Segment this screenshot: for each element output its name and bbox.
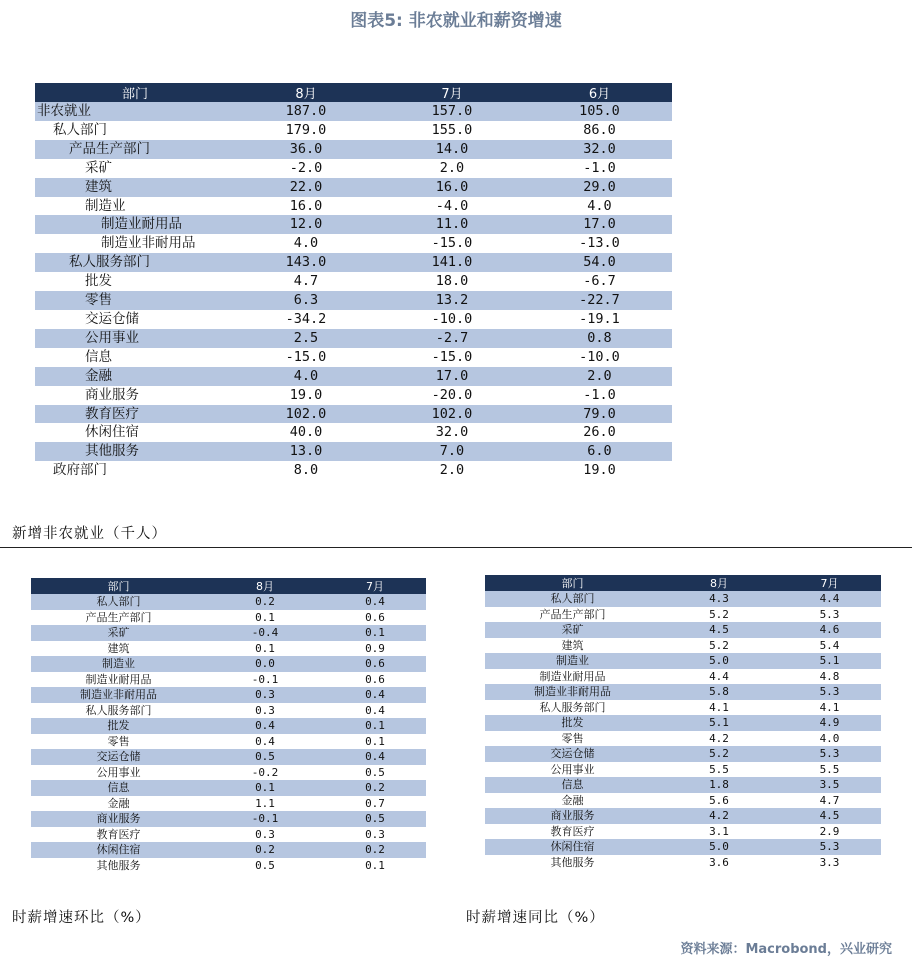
cell-value: 102.0 [235,405,377,424]
table-row [485,777,881,793]
cell-value: -15.0 [431,348,473,365]
cell-value: 0.4 [324,594,426,610]
row-label: 零售 [35,291,235,310]
cell-value: -2.0 [289,159,323,176]
table-row [485,700,881,716]
wage-yoy-table [485,575,881,870]
column-header: 8月 [235,83,377,102]
row-label: 交运仓储 [85,310,139,327]
cell-value: 22.0 [235,178,377,197]
cell-value: 2.0 [439,462,465,479]
cell-value: -10.0 [431,310,473,327]
column-header: 6月 [527,83,672,102]
table-row [35,215,672,234]
cell-value: 5.2 [660,746,778,762]
page-title: 图表5: 非农就业和薪资增速 [350,11,562,31]
cell-value: 0.4 [206,718,324,734]
table-row [31,842,426,858]
cell-value: 2.9 [819,824,840,838]
cell-value: 5.2 [709,638,729,652]
table-row [485,839,881,855]
table-row [485,808,881,824]
row-label: 制造业非耐用品 [101,235,196,252]
cell-value: 7.0 [377,442,527,461]
cell-value: -15.0 [285,348,327,365]
row-label: 制造业 [31,656,206,672]
cell-value: 0.1 [324,718,426,734]
table-row [35,405,672,424]
row-label: 批发 [31,718,206,734]
cell-value: -0.1 [206,811,324,827]
cell-value: 141.0 [377,253,527,272]
cell-value: 0.8 [527,329,672,348]
cell-value: -0.2 [251,765,279,779]
cell-value: 4.6 [778,622,881,638]
cell-value: 0.2 [324,780,426,796]
row-label: 商业服务 [485,808,660,824]
row-label: 建筑 [35,178,235,197]
column-header: 8月 [660,575,778,591]
cell-value: 4.4 [709,669,729,683]
table-row [31,734,426,750]
row-label: 政府部门 [53,462,107,479]
cell-value: 16.0 [289,197,323,214]
cell-value: 3.6 [709,855,729,869]
cell-value: 0.5 [206,749,324,765]
cell-value: 4.1 [819,700,840,714]
cell-value: -6.7 [583,273,616,290]
table-row [31,765,426,781]
row-label: 信息 [485,777,660,793]
cell-value: 4.9 [778,715,881,731]
cell-value: 2.0 [527,367,672,386]
table-row [485,622,881,638]
cell-value: -20.0 [431,386,473,403]
cell-value: 0.4 [255,734,275,748]
row-label: 金融 [561,793,584,807]
cell-value: 5.3 [778,839,881,855]
table-row [35,178,672,197]
row-label: 休闲住宿 [485,839,660,855]
cell-value: -0.4 [206,625,324,641]
table-row [485,855,881,871]
cell-value: 0.3 [206,687,324,703]
cell-value: 0.7 [365,796,385,810]
table-row [35,121,672,140]
table-row [485,669,881,685]
cell-value: 0.3 [255,827,275,841]
cell-value: 0.6 [324,656,426,672]
cell-value: 17.0 [377,367,527,386]
column-header: 7月 [377,83,527,102]
cell-value: 0.1 [365,858,385,872]
table-row [31,610,426,626]
cell-value: 5.2 [709,607,729,621]
cell-value: -15.0 [431,235,473,252]
table-row [35,234,672,253]
cell-value: 0.0 [206,656,324,672]
row-label: 制造业耐用品 [85,672,152,686]
table-row [35,386,672,405]
cell-value: -13.0 [579,235,620,252]
table-row [485,793,881,809]
row-label: 教育医疗 [550,824,595,838]
nonfarm-payroll-table [35,83,672,480]
cell-value: 0.1 [206,780,324,796]
column-header: 部门 [35,83,235,102]
cell-value: 3.5 [778,777,881,793]
main-table-caption: 新增非农就业（千人） [12,526,167,542]
cell-value: 4.1 [709,700,729,714]
cell-value: 0.2 [206,842,324,858]
row-label: 信息 [31,780,206,796]
cell-value: 0.2 [206,594,324,610]
cell-value: 0.4 [324,687,426,703]
cell-value: 157.0 [377,102,527,121]
table-row [35,329,672,348]
cell-value: 5.5 [819,762,840,776]
table-row [31,625,426,641]
table-row [35,367,672,386]
cell-value: 8.0 [293,462,319,479]
cell-value: -2.7 [377,329,527,348]
cell-value: 29.0 [527,178,672,197]
row-label: 休闲住宿 [85,424,139,441]
cell-value: 5.4 [819,638,840,652]
cell-value: 32.0 [435,424,469,441]
table-row [31,749,426,765]
cell-value: 0.5 [324,811,426,827]
row-label: 产品生产部门 [539,607,606,621]
row-label: 公用事业 [35,329,235,348]
row-label: 其他服务 [550,855,595,869]
cell-value: 179.0 [285,121,327,138]
table-row [35,272,672,291]
source-note: 资料来源：Macrobond，兴业研究 [680,942,892,957]
row-label: 非农就业 [35,102,235,121]
row-label: 零售 [107,734,130,748]
cell-value: 5.0 [660,839,778,855]
row-label: 公用事业 [96,765,141,779]
table-row [35,253,672,272]
row-label: 采矿 [31,625,206,641]
table-row [31,780,426,796]
table-row [31,827,426,843]
row-label: 制造业耐用品 [539,669,606,683]
table-row [485,746,881,762]
cell-value: 4.0 [819,731,840,745]
cell-value: 4.2 [709,731,729,745]
cell-value: 5.5 [709,762,729,776]
cell-value: 4.3 [660,591,778,607]
cell-value: 0.1 [255,641,275,655]
cell-value: 0.3 [365,827,385,841]
table-row [31,858,426,874]
cell-value: 105.0 [527,102,672,121]
cell-value: 40.0 [289,424,323,441]
divider [0,547,912,548]
table-row [35,461,672,480]
row-label: 交运仓储 [31,749,206,765]
cell-value: 11.0 [377,215,527,234]
column-header: 7月 [778,575,881,591]
row-label: 建筑 [107,641,130,655]
table-row [35,197,672,216]
cell-value: 5.6 [709,793,729,807]
cell-value: 0.4 [324,749,426,765]
cell-value: 0.5 [255,858,275,872]
cell-value: 6.0 [527,442,672,461]
row-label: 其他服务 [35,442,235,461]
table-row [485,731,881,747]
cell-value: 5.3 [778,684,881,700]
table-row [31,672,426,688]
table-row [35,140,672,159]
row-label: 制造业 [85,197,126,214]
table-row [35,423,672,442]
row-label: 私人服务部门 [85,703,152,717]
cell-value: 4.4 [778,591,881,607]
row-label: 公用事业 [550,762,595,776]
cell-value: 1.8 [660,777,778,793]
table-row [485,762,881,778]
table-header-row [35,83,672,102]
row-label: 制造业非耐用品 [485,684,660,700]
cell-value: 0.3 [255,703,275,717]
table-row [31,594,426,610]
cell-value: 36.0 [235,140,377,159]
cell-value: 19.0 [289,386,323,403]
row-label: 金融 [35,367,235,386]
cell-value: 4.0 [235,367,377,386]
cell-value: 2.5 [235,329,377,348]
cell-value: 4.5 [778,808,881,824]
cell-value: 19.0 [583,462,616,479]
table-row [35,291,672,310]
cell-value: 32.0 [527,140,672,159]
cell-value: 0.5 [365,765,385,779]
row-label: 私人服务部门 [35,253,235,272]
row-label: 产品生产部门 [35,140,235,159]
row-label: 商业服务 [85,386,139,403]
cell-value: -22.7 [527,291,672,310]
row-label: 金融 [107,796,130,810]
cell-value: 4.5 [660,622,778,638]
cell-value: 5.1 [660,715,778,731]
cell-value: -4.0 [435,197,469,214]
table-row [31,796,426,812]
cell-value: 1.1 [255,796,275,810]
table-row [485,607,881,623]
cell-value: 0.2 [324,842,426,858]
table-row [35,102,672,121]
table-row [35,310,672,329]
column-header: 部门 [31,578,206,594]
table-row [31,811,426,827]
row-label: 采矿 [85,159,112,176]
row-label: 教育医疗 [35,405,235,424]
cell-value: 2.0 [439,159,465,176]
table-row [485,684,881,700]
table-row [35,159,672,178]
row-label: 制造业非耐用品 [31,687,206,703]
cell-value: 12.0 [235,215,377,234]
mom-table-caption: 时薪增速环比（%） [12,910,151,926]
table-row [485,591,881,607]
table-row [31,687,426,703]
row-label: 信息 [85,348,112,365]
cell-value: 13.0 [235,442,377,461]
table-row [31,656,426,672]
cell-value: 5.3 [819,607,840,621]
row-label: 商业服务 [31,811,206,827]
cell-value: 0.6 [365,610,385,624]
row-label: 产品生产部门 [85,610,152,624]
cell-value: -0.1 [251,672,279,686]
cell-value: 4.2 [660,808,778,824]
row-label: 私人部门 [53,121,107,138]
cell-value: 16.0 [377,178,527,197]
row-label: 交运仓储 [485,746,660,762]
column-header: 8月 [206,578,324,594]
table-row [485,715,881,731]
cell-value: 5.1 [778,653,881,669]
table-row [485,824,881,840]
cell-value: 0.1 [255,610,275,624]
cell-value: 0.1 [365,734,385,748]
cell-value: 54.0 [527,253,672,272]
row-label: 采矿 [485,622,660,638]
cell-value: 143.0 [235,253,377,272]
cell-value: -19.1 [579,310,620,327]
column-header: 部门 [485,575,660,591]
table-row [485,638,881,654]
table-header-row [31,578,426,594]
cell-value: 6.3 [235,291,377,310]
cell-value: 5.0 [660,653,778,669]
cell-value: 4.0 [587,197,612,214]
row-label: 零售 [561,731,584,745]
table-header-row [485,575,881,591]
cell-value: 3.3 [819,855,840,869]
cell-value: 4.8 [819,669,840,683]
cell-value: 18.0 [435,273,469,290]
cell-value: 0.1 [324,625,426,641]
row-label: 批发 [485,715,660,731]
row-label: 教育医疗 [96,827,141,841]
cell-value: 187.0 [235,102,377,121]
row-label: 私人部门 [485,591,660,607]
cell-value: 13.2 [377,291,527,310]
cell-value: 0.6 [365,672,385,686]
row-label: 制造业 [485,653,660,669]
cell-value: 3.1 [709,824,729,838]
cell-value: 4.7 [293,273,319,290]
table-row [31,641,426,657]
row-label: 休闲住宿 [31,842,206,858]
table-row [31,703,426,719]
row-label: 批发 [85,273,112,290]
cell-value: 5.3 [778,746,881,762]
cell-value: -1.0 [583,386,616,403]
cell-value: -1.0 [583,159,616,176]
cell-value: 0.4 [365,703,385,717]
cell-value: -34.2 [285,310,327,327]
table-row [35,442,672,461]
table-row [31,718,426,734]
cell-value: -10.0 [579,348,620,365]
row-label: 制造业耐用品 [35,215,235,234]
cell-value: 0.9 [365,641,385,655]
cell-value: 86.0 [583,121,616,138]
cell-value: 17.0 [527,215,672,234]
column-header: 7月 [324,578,426,594]
table-row [35,348,672,367]
cell-value: 5.8 [660,684,778,700]
cell-value: 4.0 [293,235,319,252]
cell-value: 102.0 [377,405,527,424]
wage-mom-table [31,578,426,873]
row-label: 私人服务部门 [539,700,606,714]
yoy-table-caption: 时薪增速同比（%） [466,910,605,926]
cell-value: 26.0 [583,424,616,441]
table-row [485,653,881,669]
cell-value: 14.0 [377,140,527,159]
cell-value: 155.0 [431,121,473,138]
row-label: 建筑 [561,638,584,652]
row-label: 其他服务 [96,858,141,872]
cell-value: 4.7 [819,793,840,807]
cell-value: 79.0 [527,405,672,424]
row-label: 私人部门 [31,594,206,610]
